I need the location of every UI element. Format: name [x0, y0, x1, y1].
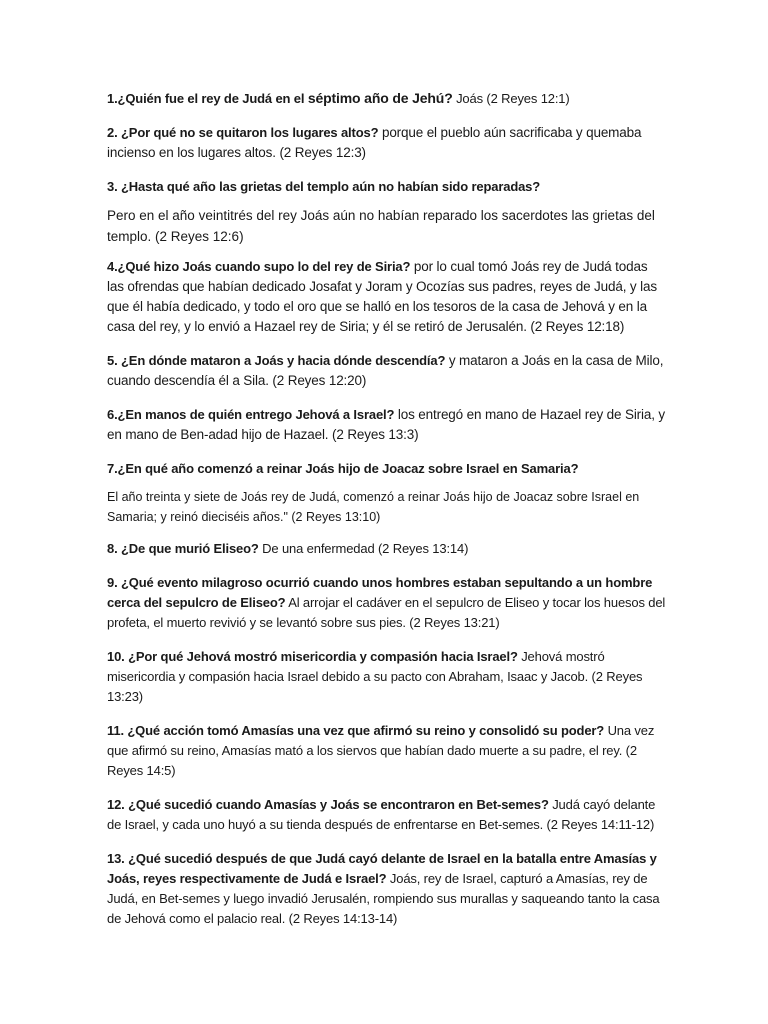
answer-9: Al arrojar el cadáver en el sepulcro de Eliseo y tocar los huesos del profeta, el muerto revivió y se levantó sobre sus pies. (2 Reyes 13:21)	[107, 595, 666, 630]
question-13: 13. ¿Qué sucedió después de que Judá cayó delante de Israel en la batalla entre Amasías y Joás, reyes respectivamente de Judá e Israel?	[107, 851, 657, 886]
answer-5: y mataron a Joás en la casa de Milo, cuando descendía él a Sila. (2 Reyes 12:20)	[107, 353, 664, 388]
question-11: 11. ¿Qué acción tomó Amasías una vez que afirmó su reino y consolidó su poder?	[107, 723, 605, 738]
answer-8: De una enfermedad (2 Reyes 13:14)	[258, 541, 469, 556]
answer-10: Jehová mostró misericordia y compasión hacia Israel debido a su pacto con Abraham, Isaac y Jacob. (2 Reyes 13:23)	[107, 649, 643, 704]
qa-item-3-question	[107, 177, 667, 197]
answer-12: Judá cayó delante de Israel, y cada uno huyó a su tienda después de enfrentarse en Bet-semes. (2 Reyes 14:11-12)	[107, 797, 656, 832]
answer-2: porque el pueblo aún sacrificaba y quemaba incienso en los lugares altos. (2 Reyes 12:3)	[107, 125, 642, 160]
qa-item-5	[107, 351, 667, 391]
question-12: 12. ¿Qué sucedió cuando Amasías y Joás se encontraron en Bet-semes?	[107, 797, 549, 812]
qa-item-4	[107, 257, 667, 337]
document-page	[107, 88, 667, 943]
question-6: 6.¿En manos de quién entrego Jehová a Israel?	[107, 407, 395, 422]
qa-item-8	[107, 539, 667, 559]
question-3: 3. ¿Hasta qué año las grietas del templo aún no habían sido reparadas?	[107, 179, 541, 194]
question-2: 2. ¿Por qué no se quitaron los lugares altos?	[107, 125, 379, 140]
answer-3: Pero en el año veintitrés del rey Joás aún no habían reparado los sacerdotes las grietas del templo. (2 Reyes 12:6)	[107, 208, 655, 244]
qa-item-13	[107, 849, 667, 929]
question-9: 9. ¿Qué evento milagroso ocurrió cuando unos hombres estaban sepultando a un hombre cerca del sepulcro de Eliseo?	[107, 575, 653, 610]
qa-item-12	[107, 795, 667, 835]
answer-4: por lo cual tomó Joás rey de Judá todas las ofrendas que habían dedicado Josafat y Joram y Ocozías sus padres, reyes de Judá, y las que él había dedicado, y todo el oro que se halló en los tesoros de la casa de Jehová y en la casa del rey, y lo envió a Hazael rey de Siria; y él se retiró de Jerusalén. (2 Reyes 12:18)	[107, 259, 657, 334]
qa-item-6	[107, 405, 667, 445]
answer-13: Joás, rey de Israel, capturó a Amasías, rey de Judá, en Bet-semes y luego invadió Jerusalén, rompiendo sus murallas y saqueando tanto la casa de Jehová como el palacio real. (2 Reyes 14:13-14)	[107, 871, 660, 926]
question-1-emphasis: séptimo año de Jehú?	[307, 90, 453, 106]
answer-11: Una vez que afirmó su reino, Amasías mató a los siervos que habían dado muerte a su padre, el rey. (2 Reyes 14:5)	[107, 723, 655, 778]
question-4: 4.¿Qué hizo Joás cuando supo lo del rey de Siria?	[107, 259, 411, 274]
qa-item-2	[107, 123, 667, 163]
question-5: 5. ¿En dónde mataron a Joás y hacia dónde descendía?	[107, 353, 446, 368]
qa-item-10	[107, 647, 667, 707]
qa-item-7-question	[107, 459, 667, 479]
answer-1: Joás (2 Reyes 12:1)	[452, 91, 570, 106]
answer-7: El año treinta y siete de Joás rey de Judá, comenzó a reinar Joás hijo de Joacaz sobre Israel en Samaria; y reinó dieciséis años." (2 Reyes 13:10)	[107, 490, 640, 524]
question-8: 8. ¿De que murió Eliseo?	[107, 541, 259, 556]
answer-6: los entregó en mano de Hazael rey de Siria, y en mano de Ben-adad hijo de Hazael. (2 Reyes 13:3)	[107, 407, 666, 442]
question-1: 1.¿Quién fue el rey de Judá en el séptimo año de Jehú?	[107, 90, 453, 106]
qa-item-9	[107, 573, 667, 633]
qa-item-11	[107, 721, 667, 781]
question-10: 10. ¿Por qué Jehová mostró misericordia y compasión hacia Israel?	[107, 649, 518, 664]
question-7: 7.¿En qué año comenzó a reinar Joás hijo de Joacaz sobre Israel en Samaria?	[107, 461, 579, 476]
qa-item-1	[107, 88, 667, 109]
